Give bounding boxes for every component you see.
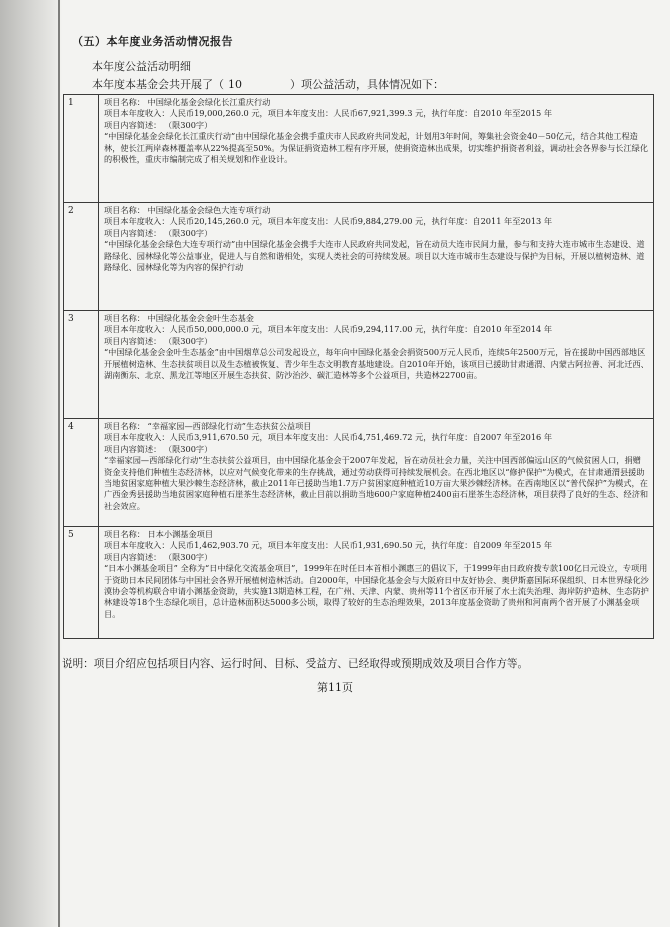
project-table <box>63 94 654 639</box>
project-cell <box>99 203 654 311</box>
project-description: “中国绿化基金会绿化长江重庆行动”由中国绿化基金会携手重庆市人民政府共同发起，计划用3年时间，筹集社会资金40－50亿元，结合其他工程造林，使长江两岸森林覆盖率从22%提高至50%。为保证捐资造林工程有序开展，使捐资造林出成果，切实维护捐资者利益，调动社会各界参与长江绿化的积极性，重庆市编制完成了相关规划和作业设计。 <box>104 131 649 165</box>
project-income: 项目本年度收入：人民币50,000,000.0 元，项目本年度支出：人民币9,294,117.00 元，执行年度：自2010 年至2014 年 <box>104 324 553 335</box>
project-description: “幸福家园—西部绿化行动”生态扶贫公益项目，由中国绿化基金会于2007年发起，旨在动员社会力量，关注中国西部偏远山区的气候贫困人口，捐赠资金支持他们种植生态经济林，以应对气候变化带来的生存挑战，通过劳动获得可持续发展机会。在西北地区以“修护保护”为模式，在甘肃通渭县援助当地贫困家庭种植大果沙棘生态经济林，截止2011年已援助当地1.7万户贫困家庭种植近10万亩大果沙棘经济林。在西南地区以“普代保护”为模式，在广西金秀县援助当地贫困家庭种植石崖茶生态经济林，截止目前以捐助当地600户家庭种植2400亩石崖茶生态经济林，项目获得了良好的生态、经济和社会效应。 <box>104 455 649 511</box>
project-content-label: 项目内容简述： （限300字） <box>104 551 213 562</box>
project-description: “中国绿化基金会绿色大连专项行动”由中国绿化基金会携手大连市人民政府共同发起，旨在动员大连市民间力量，参与和支持大连市城市生态建设、道路绿化、园林绿化等公益事业，促进人与自然和谐相处，实现人类社会的可持续发展。项目以大连市城市生态建设与保护为目标，开展以植树造林、道路绿化、园林绿化等为内容的保护行动 <box>104 239 645 273</box>
project-number: 3 <box>64 311 99 419</box>
count-line-suffix: ）项公益活动，具体情况如下： <box>290 78 444 91</box>
binding-edge-line <box>58 0 60 927</box>
count-line-prefix: 本年度本基金会共开展了（ <box>92 78 224 91</box>
project-income: 项目本年度收入：人民币19,000,260.0 元，项目本年度支出：人民币67,921,399.3 元，执行年度：自2010 年至2015 年 <box>104 108 553 119</box>
project-row <box>64 311 654 419</box>
project-number: 1 <box>64 95 99 203</box>
activity-count: 10 <box>228 78 242 91</box>
project-content-label: 项目内容简述： （限300字） <box>104 443 213 454</box>
activity-count-line <box>92 76 444 92</box>
project-description: “日本小渊基金项目” 全称为“日中绿化交流基金项目”，1999年在时任日本首相小渊惠三的倡议下，于1999年由日政府拨专款100亿日元设立，专项用于资助日本民间团体与中国社会各界开展植树造林活动。自2000年，中国绿化基金会与大阪府日中友好协会、奥伊斯嘉国际环保组织、日本世界绿化沙漠协会等机构联合申请小渊基金资助，共实施13期造林工程，在广州、天津、内蒙、贵州等11个省区市开展了水土流失治理、海岸防护造林、生态防护林建设等18个生态绿化项目，总计造林面积达5000多公顷，取得了较好的生态治理效果，2013年度基金资助了贵州和河南两个省开展了小渊基金项目。 <box>104 563 649 619</box>
project-row <box>64 203 654 311</box>
project-row <box>64 527 654 639</box>
project-cell <box>99 95 654 203</box>
project-income: 项目本年度收入：人民币3,911,670.50 元，项目本年度支出：人民币4,751,469.72 元，执行年度：自2007 年至2016 年 <box>104 432 553 443</box>
project-income: 项目本年度收入：人民币1,462,903.70 元，项目本年度支出：人民币1,931,690.50 元，执行年度：自2009 年至2015 年 <box>104 540 553 551</box>
project-name: 项目名称： 中国绿化基金会金叶生态基金 <box>104 313 254 323</box>
project-number: 4 <box>64 419 99 527</box>
project-name: 项目名称： 中国绿化基金会绿化长江重庆行动 <box>104 97 271 107</box>
project-content-label: 项目内容简述： （限300字） <box>104 227 213 238</box>
project-cell <box>99 311 654 419</box>
project-row <box>64 95 654 203</box>
project-content-label: 项目内容简述： （限300字） <box>104 335 213 346</box>
table-note: 说明：项目介绍应包括项目内容、运行时间、目标、受益方、已经取得或预期成效及项目合作方等。 <box>62 658 529 670</box>
project-name: 项目名称： 日本小渊基金项目 <box>104 529 214 539</box>
project-cell <box>99 527 654 639</box>
project-row <box>64 419 654 527</box>
project-number: 2 <box>64 203 99 311</box>
project-number: 5 <box>64 527 99 639</box>
section-title: （五）本年度业务活动情况报告 <box>72 35 233 48</box>
project-content-label: 项目内容简述： （限300字） <box>104 119 213 130</box>
project-name: 项目名称： 中国绿化基金会绿色大连专项行动 <box>104 205 271 215</box>
page-number: 第11页 <box>317 681 353 694</box>
binding-margin <box>0 0 62 927</box>
project-description: “中国绿化基金会金叶生态基金”由中国烟草总公司发起设立，每年向中国绿化基金会捐资500万元人民币，连续5年2500万元，旨在援助中国西部地区开展植树造林、生态扶贫项目以及生态植被恢复、青少年生态文明教育基地建设。自2010年开始，该项目已援助甘肃通渭、内蒙古阿拉善、河北迁西、湖南衡东、北京、黑龙江等地区开展生态扶贫、防沙治沙、碳汇造林等多个公益项目，共造林22700亩。 <box>104 347 649 381</box>
project-name: 项目名称： “幸福家园—西部绿化行动”生态扶贫公益项目 <box>104 421 312 431</box>
project-income: 项目本年度收入：人民币20,145,260.0 元，项目本年度支出：人民币9,884,279.00 元，执行年度：自2011 年至2013 年 <box>104 216 553 227</box>
project-cell <box>99 419 654 527</box>
activity-detail-subtitle: 本年度公益活动明细 <box>92 60 191 73</box>
